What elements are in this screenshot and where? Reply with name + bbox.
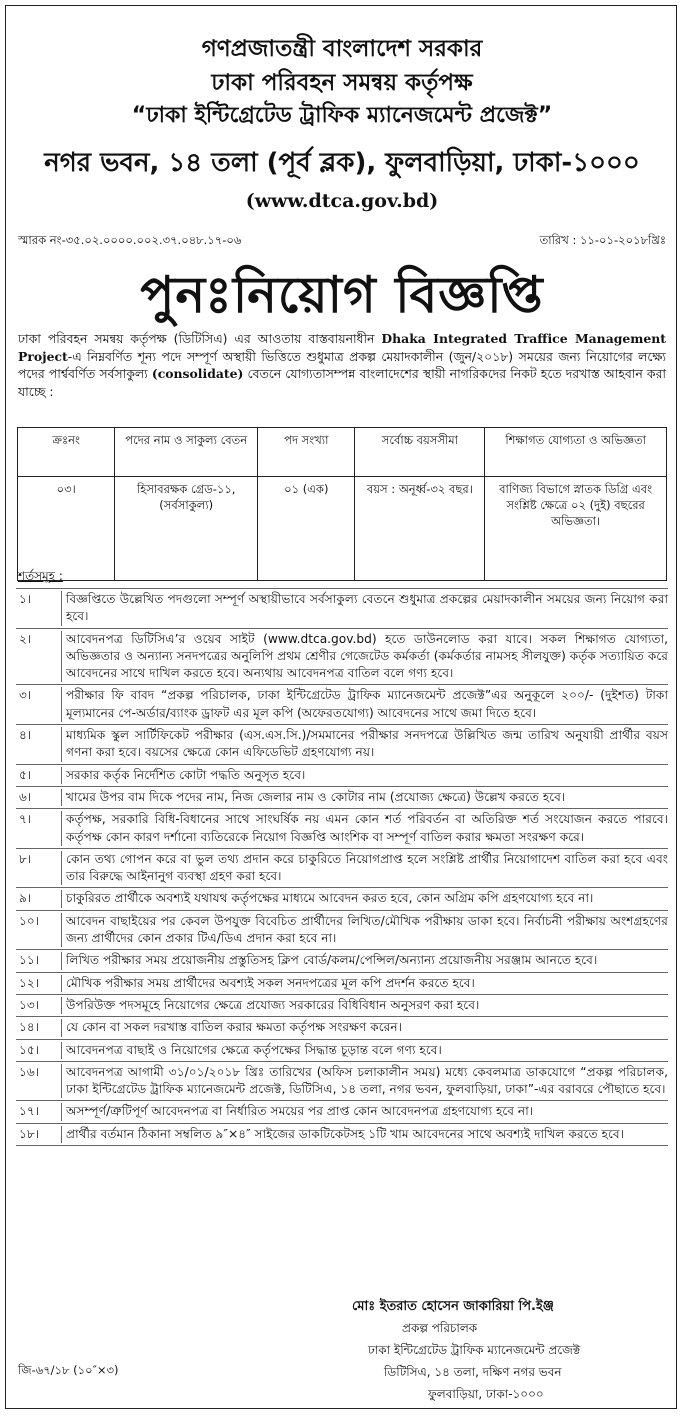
term-item [16, 684, 668, 724]
term-item [16, 786, 668, 808]
term-number: ১২। [19, 975, 40, 990]
intro-consolidate: (consolidate) [151, 366, 244, 381]
term-text: অসম্পূর্ণ/ত্রুটিপূর্ণ আবেদনপত্র বা নির্ধারিত সময়ের পর প্রাপ্ত কোন আবেদনপত্র গ্রহণযোগ্য হবে না। [61, 1103, 668, 1120]
column-header: পদের নাম ও সাকুল্য বেতন [115, 428, 258, 477]
intro-part3: বেতনে যোগ্যতাসম্পন্ন বাংলাদেশের স্থায়ী নাগরিকদের নিকট হতে দরখাস্ত আহবান করা যাচ্ছে : [18, 366, 666, 399]
table-cell: ০১ (এক) [258, 477, 355, 581]
term-item [16, 724, 668, 764]
term-text: আবেদনপত্র আগামী ৩১/০১/২০১৮ খ্রিঃ তারিখের (অফিস চলাকালীন সময়) মধ্যে কেবলমাত্র ডাকযোগে “প্রকল্প পরিচালক, ঢাকা ইন্টিগ্রেটেড ট্রাফিক ম্যানেজমেন্ট প্রজেক্ট, ডিটিসিএ, ১৪ তলা, নগর ভবন, ফুলবাড়িয়া, ঢাকা”-এর বরাবরে পৌছাতে হবে। [61, 1064, 668, 1099]
intro-paragraph [18, 330, 666, 400]
term-item [16, 588, 668, 628]
signatory-address: ফুলবাড়িয়া, ঢাকা-১০০০ [428, 1387, 544, 1401]
authority-name: ঢাকা পরিবহন সমন্বয় কর্তৃপক্ষ [211, 70, 473, 96]
column-header: পদ সংখ্যা [258, 428, 355, 477]
term-text: আবেদনপত্র বাছাই ও নিয়োগের ক্ষেত্রে কর্তৃপক্ষের সিদ্ধান্ত চূড়ান্ত বলে গণ্য হবে। [61, 1042, 668, 1059]
term-number: ১। [19, 592, 32, 606]
table-cell: বাণিজ্য বিভাগে স্নাতক ডিগ্রি এবং সংশ্লিষ্ট ক্ষেত্রে ০২ (দুই) বছরের অভিজ্ঞতা। [485, 477, 667, 581]
term-number: ১৬। [19, 1064, 40, 1079]
term-item [16, 1100, 668, 1122]
notice-date: তারিখ : ১১-০১-২০১৮খ্রিঃ [539, 233, 666, 247]
term-text: কর্তৃপক্ষ, সরকারি বিধি-বিধানের সাথে সাংঘর্ষিক নয় এমন কোন শর্ত পরিবর্তন বা অতিরিক্ত শর্ত সংযোজন করতে পারবে। কর্তৃপক্ষ কোন কারণ দর্শানো ব্যতিরেকে নিয়োগ বিজ্ঞপ্তি আংশিক বা সম্পূর্ণ বাতিল করার ক্ষমতা সংরক্ষণ করে। [61, 811, 668, 846]
term-number: ৬। [19, 789, 32, 804]
notice-title: পুনঃনিয়োগ বিজ্ঞপ্তি [140, 266, 544, 324]
signatory-designation: প্রকল্প পরিচালক [402, 1321, 478, 1335]
signatory-project: ঢাকা ইন্টিগ্রেটেড ট্রাফিক ম্যানেজমেন্ট প্রজেক্ট [368, 1343, 581, 1357]
column-header: ক্রঃনং [18, 428, 115, 477]
term-item [16, 994, 668, 1016]
term-text: কোন তথ্য গোপন করে বা ভুল তথ্য প্রদান করে চাকুরিতে নিয়োগপ্রাপ্ত হলে সংশ্লিষ্ট প্রার্থীর নিয়োগাদেশ বাতিল করা হবে এবং তার বিরুদ্ধে আইনানুগ ব্যবস্থা গ্রহণ করা হবে। [61, 851, 668, 886]
term-text: প্রার্থীর বর্তমান ঠিকানা সম্বলিত ৯″×৪″ সাইজের ডাকটিকেটসহ ১টি খাম আবেদনের সাথে অবশ্যই দাখিল করতে হবে। [61, 1126, 668, 1143]
term-item [16, 808, 668, 848]
term-number: ৮। [19, 851, 32, 866]
term-item [16, 628, 668, 685]
term-text: আবেদন বাছাইয়ের পর কেবল উপযুক্ত বিবেচিত প্রার্থীদের লিখিত/মৌখিক পরীক্ষায় ডাকা হবে। নির্বাচনী পরীক্ষায় অংশগ্রহণের জন্য প্রার্থীদের কোন প্রকার টিএ/ডিএ প্রদান করা হবে না। [61, 913, 668, 948]
term-number: ১৪। [19, 1020, 40, 1035]
term-text: মৌখিক পরীক্ষার সময় প্রার্থীদের অবশ্যই সকল সনদপত্রের মূল কপি প্রদর্শন করতে হবে। [61, 975, 668, 992]
signatory-office: ডিটিসিএ, ১৪ তলা, দক্ষিণ নগর ভবন [384, 1365, 562, 1379]
term-number: ৩। [19, 688, 32, 703]
term-item [16, 1016, 668, 1038]
term-text: চাকুরিরত প্রার্থীকে অবশ্যই যথাযথ কর্তৃপক্ষের মাধ্যমে আবেদন করত হবে, কোন অগ্রিম কপি গ্রহণযোগ্য হবে না। [61, 890, 668, 907]
government-name: গণপ্রজাতন্ত্রী বাংলাদেশ সরকার [201, 36, 483, 62]
term-number: ১৮। [19, 1126, 40, 1141]
intro-project: Dhaka Integrated Traffice Management Project [18, 331, 666, 364]
term-item [16, 1039, 668, 1061]
website: (www.dtca.gov.bd) [245, 190, 439, 212]
term-number: ২। [19, 631, 32, 646]
term-item [16, 949, 668, 971]
term-text: লিখিত পরীক্ষার সময় প্রয়োজনীয় প্রস্তুতিসহ ক্লিপ বোর্ড/কলম/পেন্সিল/অন্যান্য প্রয়োজনীয় সরঞ্জাম আনতে হবে। [61, 952, 668, 969]
term-text: সরকার কর্তৃক নির্দেশিত কোটা পদ্ধতি অনুসৃত হবে। [61, 767, 668, 784]
term-number: ৯। [19, 891, 32, 906]
table-row [18, 477, 667, 581]
term-item [16, 764, 668, 786]
term-number: ১০। [19, 913, 40, 928]
terms-list [16, 588, 668, 1146]
table-header-row [18, 428, 667, 477]
term-text: মাধ্যমিক স্কুল সার্টিফিকেট পরীক্ষার (এস.এস.সি.)/সমমানের পরীক্ষার সনদপত্রে উল্লিখিত জন্ম তারিখ অনুযায়ী প্রার্থীর বয়স গণনা করা হবে। বয়সের ক্ষেত্রে কোন এফিডেভিট গ্রহণযোগ্য নয়। [61, 727, 668, 762]
term-number: ১৫। [19, 1042, 40, 1057]
intro-part1: ঢাকা পরিবহন সমন্বয় কর্তৃপক্ষ (ডিটিসিএ) এর আওতায় বাস্তবায়নাধীন [18, 331, 382, 346]
column-header: শিক্ষাগত যোগ্যতা ও অভিজ্ঞতা [485, 428, 667, 477]
term-text: পরীক্ষার ফি বাবদ “প্রকল্প পরিচালক, ঢাকা ইন্টিগ্রেটেড ট্রাফিক ম্যানেজমেন্ট প্রজেক্ট”এর অনুকূলে ২০০/- (দুইশত) টাকা মূল্যমানের পে-অর্ডার/ব্যাংক ড্রাফট এর মূল কপি (অফেরতযোগ্য) আবেদনের সাথে জমা দিতে হবে। [61, 687, 668, 722]
vacancy-table [17, 427, 667, 581]
term-item [16, 1123, 668, 1146]
term-text: যে কোন বা সকল দরখাস্ত বাতিল করার ক্ষমতা কর্তৃপক্ষ সংরক্ষণ করেন। [61, 1019, 668, 1036]
term-text: বিজ্ঞপ্তিতে উল্লেখিত পদগুলো সম্পূর্ণ অস্থায়ীভাবে সর্বসাকুল্য বেতনে শুধুমাত্র প্রকল্পের মেয়াদকালীন সময়ের জন্য নিয়োগ করা হবে। [61, 591, 668, 626]
term-item [16, 887, 668, 909]
term-item [16, 848, 668, 888]
terms-heading: শর্তসমূহ : [18, 569, 63, 583]
term-number: ১৩। [19, 997, 40, 1012]
intro-part2: -এ নিম্নবর্ণিত শূন্য পদে সম্পূর্ণ অস্থায়ী ভিত্তিতে শুধুমাত্র প্রকল্প মেয়াদকালীন (জুন/২০১৮) সময়ের জন্য নিয়োগের লক্ষ্যে পদের পার্শ্ববর্ণিত সর্বসাকুল্য [18, 348, 666, 381]
term-item [16, 910, 668, 950]
term-text: আবেদনপত্র ডিটিসিএ’র ওয়েব সাইট (www.dtca.gov.bd) হতে ডাউনলোড করা যাবে। সকল শিক্ষাগত যোগ্যতা, অভিজ্ঞতার ও অন্যান্য সনদপত্রের অনুলিপি প্রথম শ্রেণীর গেজেটেড কর্মকর্তা (কর্মকর্তার নামসহ সীলযুক্ত) কর্তৃক সত্যায়িত করে আবেদনের সাথে দাখিল করতে হবে। অন্যথায় আবেদনপত্র বাতিল বলে গণ্য হবে। [61, 631, 668, 683]
term-text: খামের উপর বাম দিকে পদের নাম, নিজ জেলার নাম ও কোটার নাম (প্রযোজ্য ক্ষেত্রে) উল্লেখ করতে হবে। [61, 789, 668, 806]
table-cell: ০৩। [18, 477, 115, 581]
table-cell: হিসাবরক্ষক গ্রেড-১১, (সর্বসাকুল্য) [115, 477, 258, 581]
publication-code: জি-৬৭/১৮ (১০″×৩) [18, 1363, 119, 1377]
term-number: ১১। [19, 953, 40, 968]
term-number: ৫। [19, 767, 32, 782]
table-cell: বয়স : অনূর্ধ্ব-৩২ বছর। [355, 477, 485, 581]
term-item [16, 972, 668, 994]
signatory-name: মোঃ ইতরাত হোসেন জাকারিয়া পি.ইঞ্জ [352, 1299, 554, 1314]
term-number: ১৭। [19, 1104, 40, 1119]
office-address: নগর ভবন, ১৪ তলা (পূর্ব ব্লক), ফুলবাড়িয়া, ঢাকা-১০০০ [44, 148, 640, 178]
term-item [16, 1061, 668, 1101]
term-number: ৪। [19, 728, 32, 743]
term-number: ৭। [19, 812, 32, 827]
project-name: “ঢাকা ইন্টিগ্রেটেড ট্রাফিক ম্যানেজমেন্ট প্রজেক্ট” [131, 103, 553, 128]
memo-number: স্মারক নং-৩৫.০২.০০০০.০০২.৩৭.০৪৮.১৭-০৬ [18, 233, 242, 247]
term-text: উপরিউক্ত পদসমূহে নিয়োগের ক্ষেত্রে প্রযোজ্য সরকারের বিধিবিধান অনুসরণ করা হবে। [61, 997, 668, 1014]
column-header: সর্বোচ্চ বয়সসীমা [355, 428, 485, 477]
